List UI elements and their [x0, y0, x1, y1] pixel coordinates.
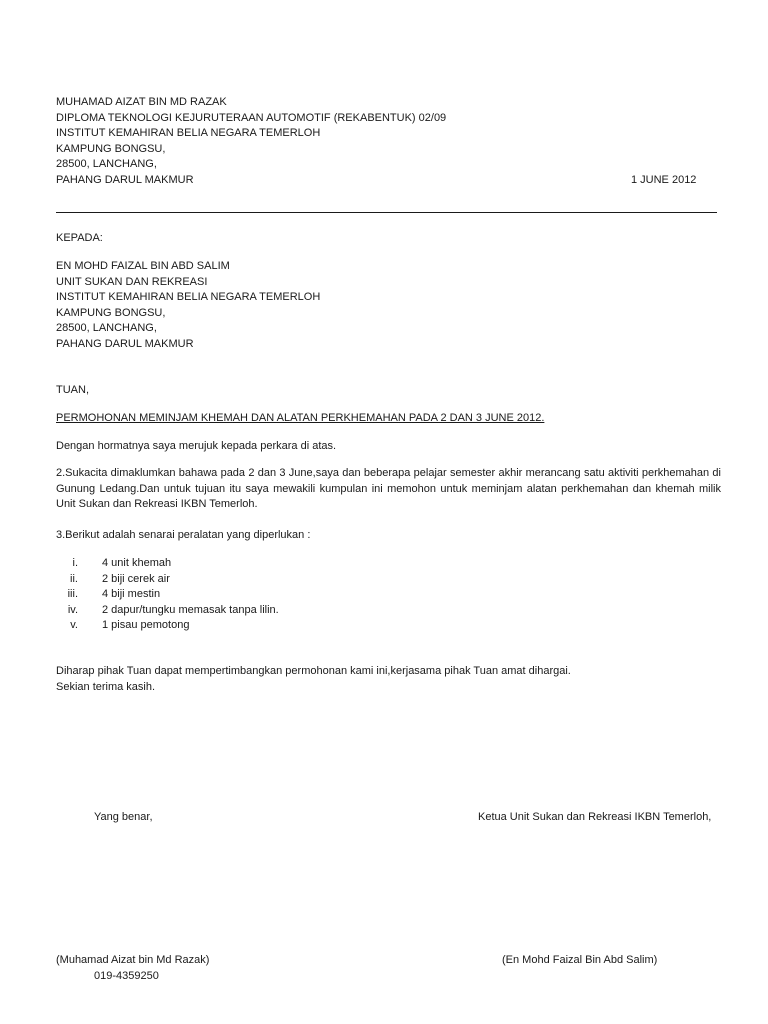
sender-sign-off: Yang benar,	[94, 811, 153, 823]
list-item-number: ii.	[70, 572, 78, 585]
list-item-text: 4 biji mestin	[102, 588, 161, 601]
sender-address-block	[56, 95, 446, 189]
letter-subject: PERMOHONAN MEMINJAM KHEMAH DAN ALATAN PERKHEMAHAN PADA 2 DAN 3 JUNE 2012.	[56, 412, 545, 424]
paragraph-thanks: Sekian terima kasih.	[56, 681, 156, 693]
sender-address-line: KAMPUNG BONGSU,	[56, 142, 166, 155]
header-divider	[56, 212, 717, 213]
sender-program: DIPLOMA TEKNOLOGI KEJURUTERAAN AUTOMOTIF (REKABENTUK) 02/09	[56, 111, 447, 124]
approver-sign-off: Ketua Unit Sukan dan Rekreasi IKBN Temerloh,	[478, 811, 712, 823]
letter-date: 1 JUNE 2012	[631, 174, 697, 186]
list-item-text: 1 pisau pemotong	[102, 619, 190, 632]
recipient-institute: INSTITUT KEMAHIRAN BELIA NEGARA TEMERLOH	[56, 291, 321, 304]
sender-address-line: 28500, LANCHANG,	[56, 158, 157, 171]
paragraph-request-text: 2.Sukacita dimaklumkan bahawa pada 2 dan 3 June,saya dan beberapa pelajar semester akhir merancang satu aktiviti perkhemahan di Gunung Ledang.Dan untuk tujuan itu saya mewakili kumpulan ini memohon untuk meminjam alatan perkhemahan dan khemah milik Unit Sukan dan Rekreasi IKBN Temerloh.	[56, 467, 721, 511]
list-item-number: i.	[72, 557, 78, 569]
sender-signature-name: (Muhamad Aizat bin Md Razak)	[56, 954, 210, 966]
recipient-name: EN MOHD FAIZAL BIN ABD SALIM	[56, 260, 230, 272]
paragraph-intro: Dengan hormatnya saya merujuk kepada perkara di atas.	[56, 440, 337, 452]
sender-name: MUHAMAD AIZAT BIN MD RAZAK	[56, 96, 227, 108]
recipient-label: KEPADA:	[56, 232, 103, 244]
recipient-unit: UNIT SUKAN DAN REKREASI	[56, 275, 208, 288]
salutation: TUAN,	[56, 384, 89, 396]
list-item-number: v.	[70, 619, 78, 632]
paragraph-list-intro: 3.Berikut adalah senarai peralatan yang diperlukan :	[56, 529, 311, 541]
sender-address-line: PAHANG DARUL MAKMUR	[56, 173, 194, 186]
sender-institute: INSTITUT KEMAHIRAN BELIA NEGARA TEMERLOH	[56, 127, 321, 140]
list-item-text: 4 unit khemah	[102, 557, 172, 569]
list-item-number: iv.	[67, 603, 78, 616]
list-item-number: iii.	[67, 588, 78, 601]
list-item-text: 2 biji cerek air	[102, 572, 170, 585]
sender-phone: 019-4359250	[94, 970, 159, 982]
recipient-address-block	[56, 259, 320, 353]
recipient-address-line: KAMPUNG BONGSU,	[56, 306, 166, 319]
paragraph-closing: Diharap pihak Tuan dapat mempertimbangkan permohonan kami ini,kerjasama pihak Tuan amat dihargai.	[56, 665, 571, 677]
recipient-address-line: 28500, LANCHANG,	[56, 322, 157, 335]
approver-signature-name: (En Mohd Faizal Bin Abd Salim)	[502, 954, 658, 966]
recipient-address-line: PAHANG DARUL MAKMUR	[56, 337, 194, 350]
paragraph-request	[56, 466, 721, 513]
list-item-text: 2 dapur/tungku memasak tanpa lilin.	[102, 603, 279, 616]
